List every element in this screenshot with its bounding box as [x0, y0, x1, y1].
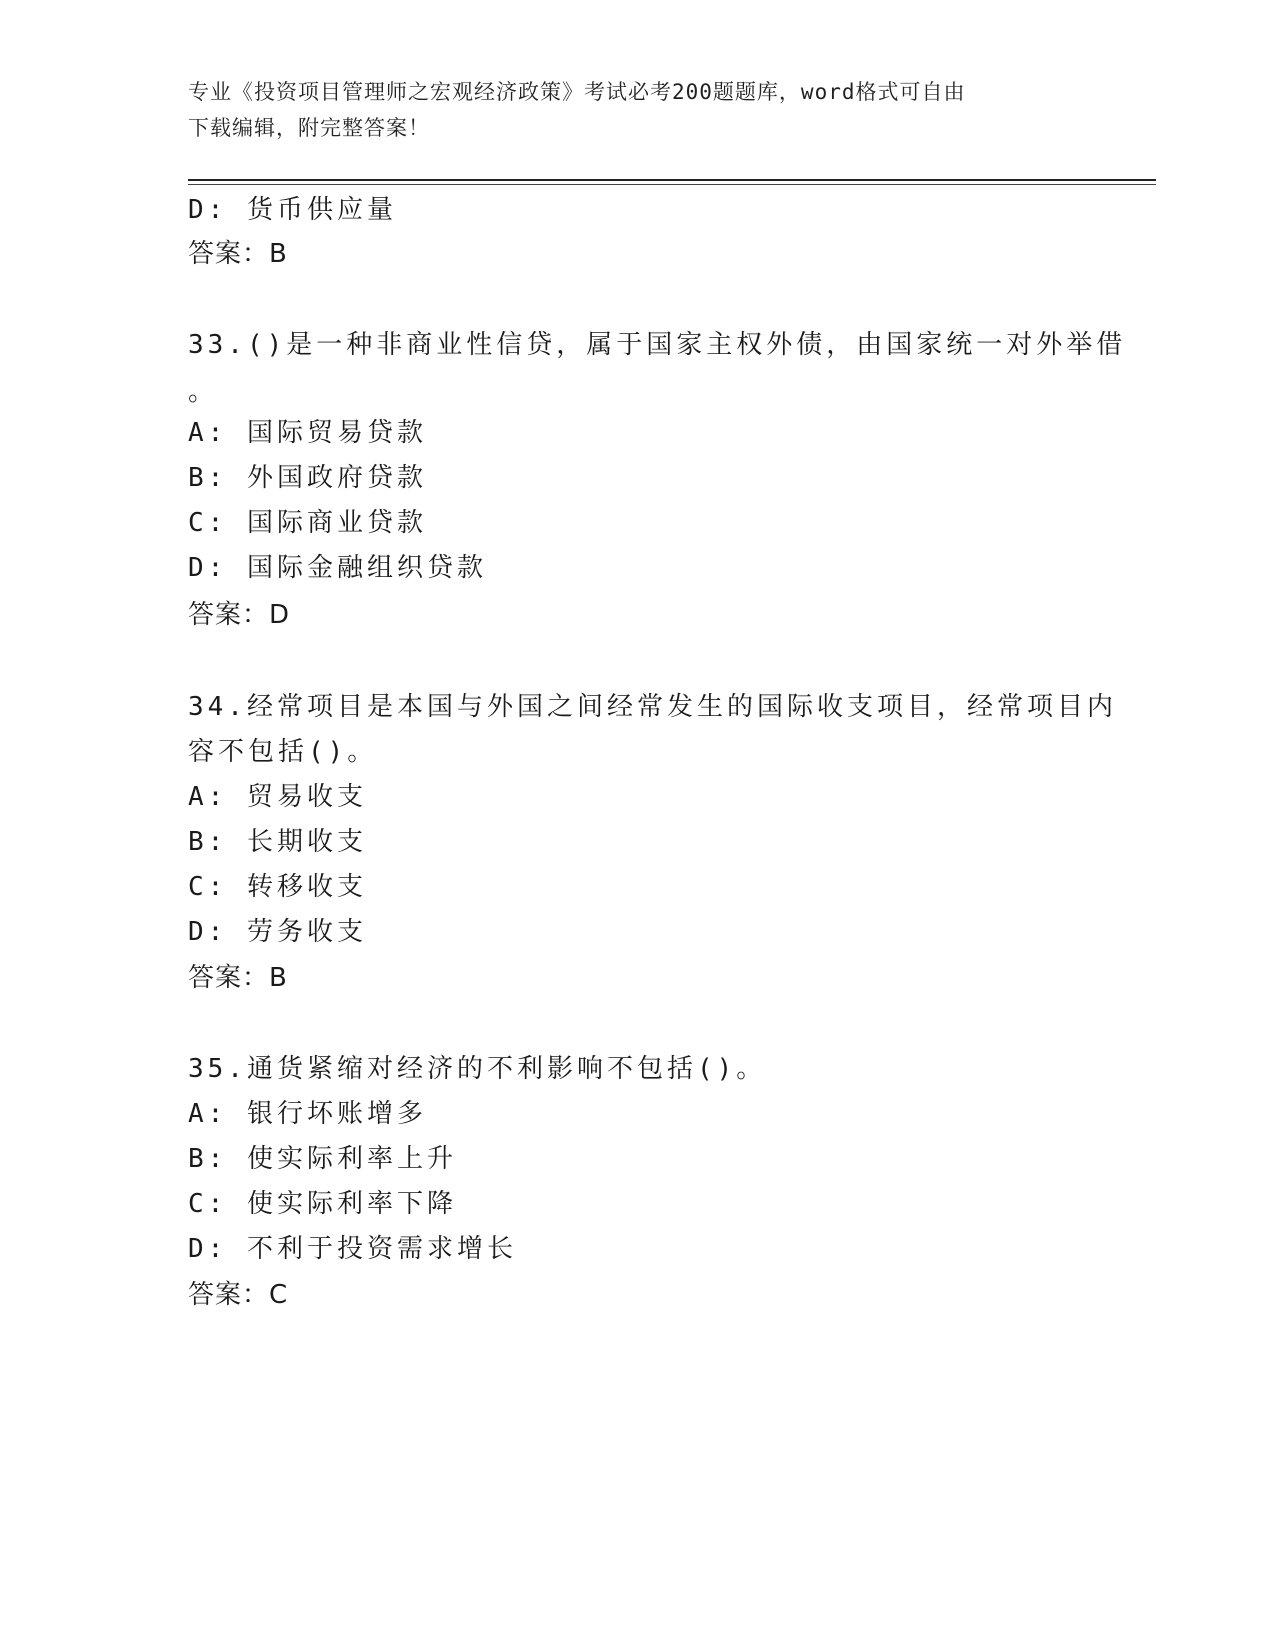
q33-stem-line-1: 33.()是一种非商业性信贷，属于国家主权外债，由国家统一对外举借: [188, 330, 1127, 360]
header-line-2: 下载编辑，附完整答案！: [188, 116, 430, 140]
prev-answer: 答案：B: [188, 239, 288, 269]
q35-option-a: A: 银行坏账增多: [188, 1099, 427, 1129]
q35-answer: 答案：C: [188, 1280, 289, 1310]
q33-option-d: D: 国际金融组织贷款: [188, 553, 487, 583]
q34-stem-line-2: 容不包括()。: [188, 737, 378, 767]
q35-option-d: D: 不利于投资需求增长: [188, 1234, 517, 1264]
q34-option-c: C: 转移收支: [188, 872, 367, 902]
q34-stem-line-1: 34.经常项目是本国与外国之间经常发生的国际收支项目，经常项目内: [188, 692, 1117, 722]
header-line-1: 专业《投资项目管理师之宏观经济政策》考试必考200题题库，word格式可自由: [188, 80, 966, 104]
q35-option-c: C: 使实际利率下降: [188, 1189, 457, 1219]
q34-answer: 答案：B: [188, 963, 288, 993]
q33-option-a: A: 国际贸易贷款: [188, 418, 427, 448]
q35-option-b: B: 使实际利率上升: [188, 1144, 457, 1174]
q33-option-c: C: 国际商业贷款: [188, 508, 427, 538]
q33-answer: 答案：D: [188, 600, 291, 630]
q34-option-a: A: 贸易收支: [188, 782, 367, 812]
document-header: [188, 74, 1068, 146]
prev-option-d: D: 货币供应量: [188, 195, 397, 225]
q33-stem-line-2: 。: [188, 377, 219, 407]
q34-option-d: D: 劳务收支: [188, 917, 367, 947]
q35-stem-line-1: 35.通货紧缩对经济的不利影响不包括()。: [188, 1054, 767, 1084]
header-divider-thick: [188, 179, 1156, 181]
q33-option-b: B: 外国政府贷款: [188, 463, 427, 493]
header-divider-thin: [188, 184, 1156, 185]
q34-option-b: B: 长期收支: [188, 827, 367, 857]
